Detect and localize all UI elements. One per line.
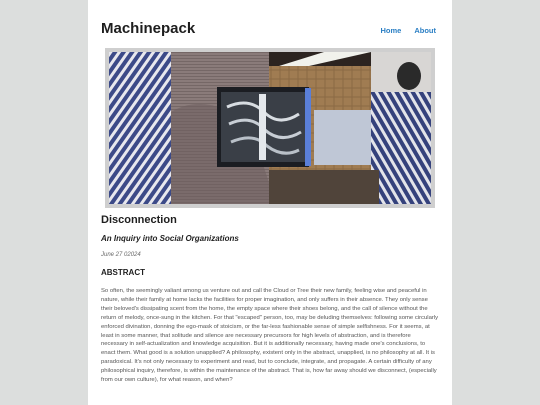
hero-image <box>105 48 435 208</box>
nav-about-link[interactable]: About <box>414 26 436 35</box>
site-header <box>101 20 436 40</box>
striped-seat-icon <box>109 52 179 204</box>
post-date: June 27 02024 <box>101 252 141 258</box>
abstract-heading: ABSTRACT <box>101 268 145 277</box>
main-nav <box>380 26 436 35</box>
xray-film-icon <box>217 87 311 167</box>
abstract-paragraph: So often, the seemingly valiant among us venture out and call the Cloud or Tree their new family, feeling wise and peaceful in nature, while their family at home lacks the facilities for proper imagination, and only suffers in their absence. They only sense their beloved's dissipating scent from the home, the empty space where their shoes belong, and the call of silence without the return of melody, once-sung in the kitchen. For that "escaped" person, too, may be deluding themselves: following some circularly enforced divination, donning the ego-mask of stoicism, or the far-less fashionable sense of simple selfishness. For it seems, at least in some manner, that solitude and silence are necessary precursors for high levels of abstraction, and is therefore necessary in self-actualization and knowledge acquisition. But it is additionally necessary, having made one's conclusions, to enact them. What good is a solution unapplied? A philosophy, existent only in the abstract, unapplied, is no philosophy at all. It is paradoxical. It's not only necessary to experiment and read, but to conclude, integrate, and propagate. A certain difficulty of any philosophical inquiry, therefore, is within the maintenance of the abstract. That is, how far away should we disconnect, (especially from our own culture), for what reason, and when? <box>101 288 439 384</box>
post-subtitle: An Inquiry into Social Organizations <box>101 234 239 243</box>
post-title: Disconnection <box>101 214 177 226</box>
page-container <box>88 0 452 405</box>
collage-photo <box>109 52 431 204</box>
site-title[interactable]: Machinepack <box>101 20 196 37</box>
nav-home-link[interactable]: Home <box>380 26 402 35</box>
